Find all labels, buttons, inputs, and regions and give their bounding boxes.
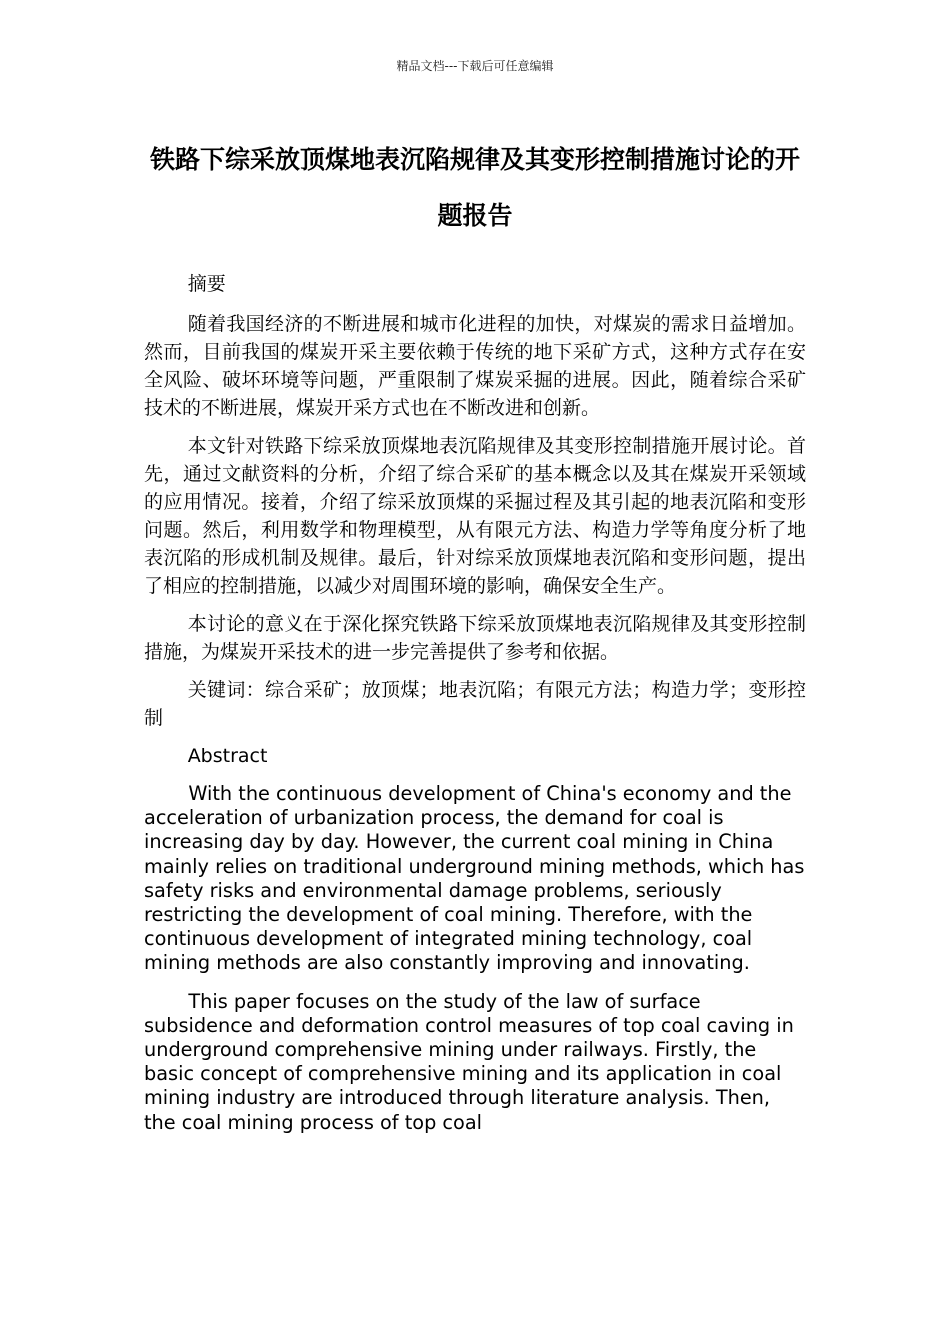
abstract-heading-zh: 摘要 bbox=[187, 273, 226, 295]
abstract-heading-en: Abstract bbox=[187, 745, 268, 767]
abstract-paragraph-zh-1: 随着我国经济的不断进展和城市化进程的加快，对煤炭的需求日益增加。然而，目前我国的煤炭开采主要依赖于传统的地下采矿方式，这种方式存在安全风险、破坏环境等问题，严重限制了煤炭采掘的进展。因此，随着综合采矿技术的不断进展，煤炭开采方式也在不断改进和创新。 bbox=[144, 313, 806, 419]
abstract-paragraph-zh-3: 本讨论的意义在于深化探究铁路下综采放顶煤地表沉陷规律及其变形控制措施，为煤炭开采技术的进一步完善提供了参考和依据。 bbox=[144, 613, 806, 663]
document-body bbox=[144, 270, 806, 1149]
abstract-paragraph-en-1: With the continuous development of China's economy and the acceleration of urbanization process, the demand for coal is increasing day by day. However, the current coal mining in China mainly relies on traditional underground mining methods, which has safety risks and environmental damage problems, seriously restricting the development of coal mining. Therefore, with the continuous development of integrated mining technology, coal mining methods are also constantly improving and innovating. bbox=[144, 782, 805, 975]
header-note: 精品文档---下载后可任意编辑 bbox=[396, 59, 554, 73]
abstract-paragraph-en-2: This paper focuses on the study of the law of surface subsidence and deformation control measures of top coal caving in underground comprehensive mining under railways. Firstly, the basic concept of comprehensive mining and its application in coal mining industry are introduced through literature analysis. Then, the coal mining process of top coal bbox=[144, 989, 794, 1134]
document-title: 铁路下综采放顶煤地表沉陷规律及其变形控制措施讨论的开题报告 bbox=[149, 145, 800, 230]
abstract-paragraph-zh-2: 本文针对铁路下综采放顶煤地表沉陷规律及其变形控制措施开展讨论。首先，通过文献资料的分析，介绍了综合采矿的基本概念以及其在煤炭开采领域的应用情况。接着，介绍了综采放顶煤的采掘过程及其引起的地表沉陷和变形问题。然后，利用数学和物理模型，从有限元方法、构造力学等角度分析了地表沉陷的形成机制及规律。最后，针对综采放顶煤地表沉陷和变形问题，提出了相应的控制措施，以减少对周围环境的影响，确保安全生产。 bbox=[144, 435, 806, 597]
keywords-zh: 关键词：综合采矿；放顶煤；地表沉陷；有限元方法；构造力学；变形控制 bbox=[144, 679, 806, 729]
